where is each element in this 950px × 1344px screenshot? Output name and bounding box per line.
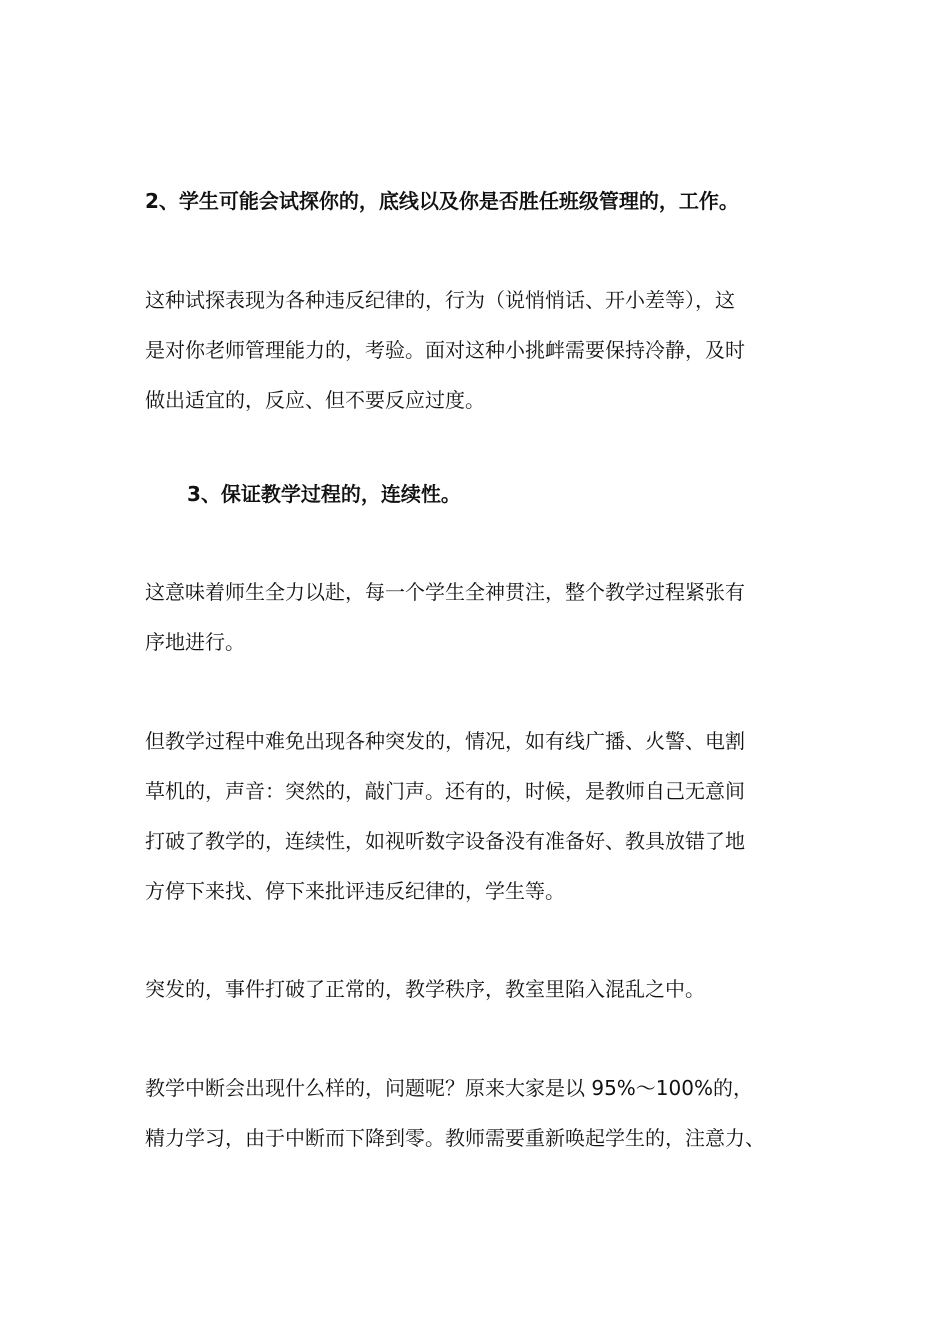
heading-2: 2、学生可能会试探你的，底线以及你是否胜任班级管理的，工作。: [145, 189, 739, 213]
paragraph-line: 但教学过程中难免出现各种突发的，情况，如有线广播、火警、电割: [145, 729, 745, 753]
heading-3: 3、保证教学过程的，连续性。: [187, 482, 461, 506]
paragraph-line: 做出适宜的，反应、但不要反应过度。: [145, 388, 485, 412]
paragraph-line: 是对你老师管理能力的，考验。面对这种小挑衅需要保持冷静，及时: [145, 338, 745, 362]
paragraph-line: 精力学习，由于中断而下降到零。教师需要重新唤起学生的，注意力、: [145, 1126, 765, 1150]
paragraph-line: 序地进行。: [145, 630, 245, 654]
paragraph-line: 教学中断会出现什么样的，问题呢？原来大家是以 95%～100%的，: [145, 1076, 753, 1100]
paragraph-line: 突发的，事件打破了正常的，教学秩序，教室里陷入混乱之中。: [145, 977, 705, 1001]
paragraph-line: 草机的，声音：突然的，敲门声。还有的，时候，是教师自己无意间: [145, 779, 745, 803]
paragraph-line: 这种试探表现为各种违反纪律的，行为（说悄悄话、开小差等），这: [145, 288, 735, 312]
paragraph-line: 这意味着师生全力以赴，每一个学生全神贯注，整个教学过程紧张有: [145, 580, 745, 604]
paragraph-line: 方停下来找、停下来批评违反纪律的，学生等。: [145, 879, 565, 903]
paragraph-line: 打破了教学的，连续性，如视听数字设备没有准备好、教具放错了地: [145, 829, 745, 853]
